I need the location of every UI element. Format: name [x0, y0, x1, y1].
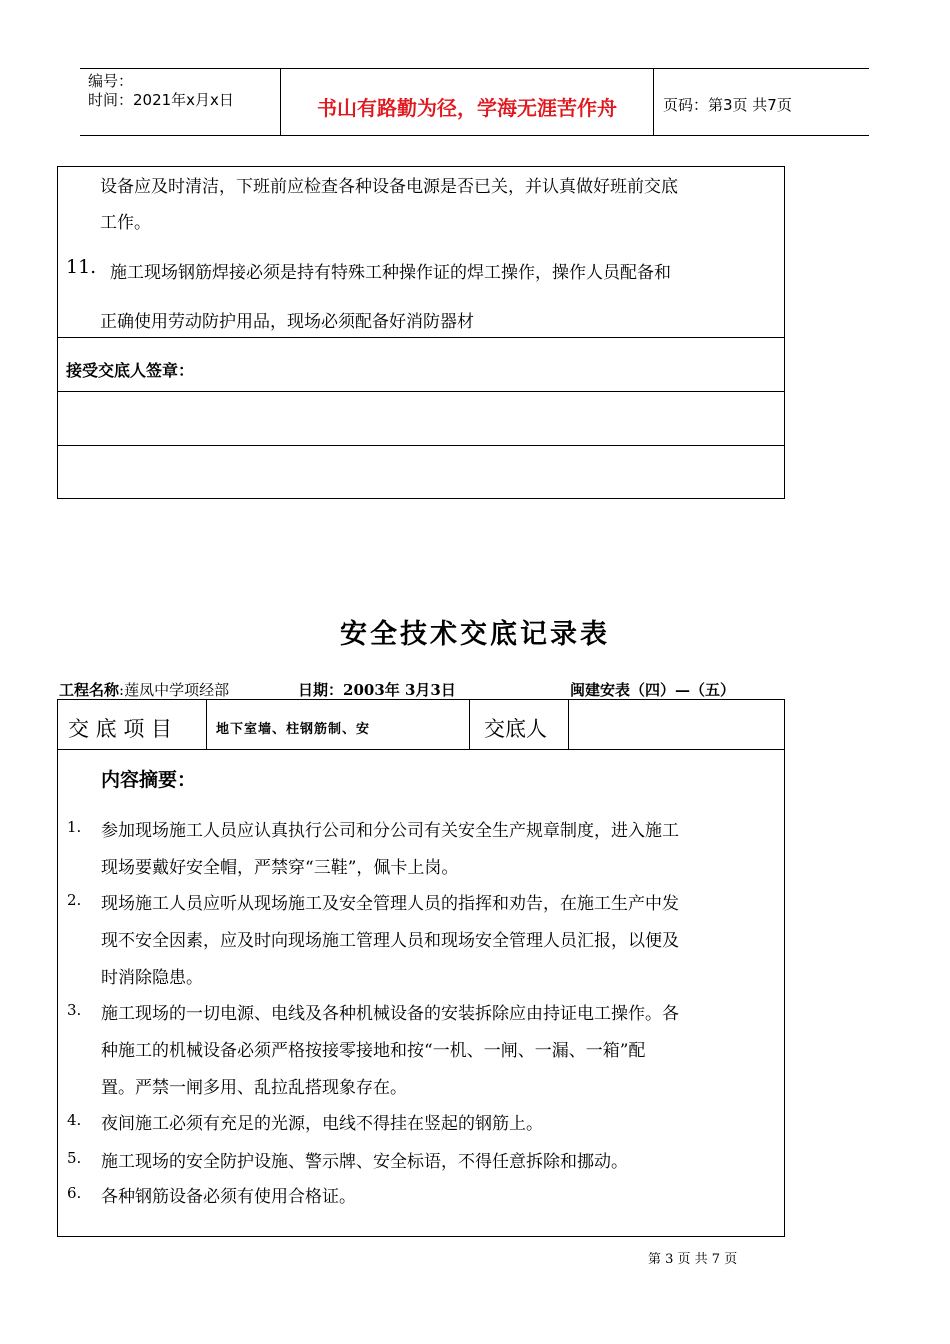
col-divider [568, 700, 569, 749]
list-item-number: 1. [67, 818, 82, 836]
col-divider [469, 700, 470, 749]
col-divider [206, 700, 207, 749]
list-item-number: 5. [67, 1149, 82, 1167]
document-time-label: 时间：2021年x月x日 [88, 91, 234, 109]
signature-label: 接受交底人签章： [66, 361, 195, 380]
handover-person-label: 交底人 [484, 717, 547, 741]
list-item-line: 时消除隐患。 [101, 968, 203, 988]
row-divider [58, 391, 784, 392]
header-top-line [80, 68, 869, 69]
continued-text-line: 设备应及时清洁，下班前应检查各种设备电源是否已关，并认真做好班前交底 [100, 177, 678, 197]
document-number-label: 编号： [88, 72, 134, 90]
project-label: 工程名称 [59, 681, 120, 699]
header-divider [653, 68, 654, 136]
list-item-line: 现场要戴好安全帽，严禁穿“三鞋”，佩卡上岗。 [101, 858, 459, 878]
header-page-label: 页码：第3页 共7页 [663, 96, 792, 114]
list-item-number: 4. [67, 1111, 82, 1129]
item-text-line: 正确使用劳动防护用品，现场必须配备好消防器材 [100, 312, 474, 332]
form-date [298, 679, 456, 700]
list-item-line: 参加现场施工人员应认真执行公司和分公司有关安全生产规章制度，进入施工 [101, 821, 679, 841]
header-divider [280, 68, 281, 136]
list-item-number: 6. [67, 1184, 82, 1202]
handover-item-value: 地下室墙、柱钢筋制、安 [216, 722, 371, 737]
list-item-line: 置。严禁一闸多用、乱拉乱搭现象存在。 [101, 1078, 407, 1098]
date-label: 日期： [298, 681, 344, 699]
row-divider [58, 337, 784, 338]
list-item-line: 现场施工人员应听从现场施工及安全管理人员的指挥和劝告，在施工生产中发 [101, 894, 679, 914]
list-item-number: 3. [67, 1001, 82, 1019]
list-item-line: 现不安全因素，应及时向现场施工管理人员和现场安全管理人员汇报，以便及 [101, 931, 679, 951]
project-value: :莲凤中学项经部 [119, 681, 230, 699]
header-info [88, 72, 234, 110]
continued-text-line: 工作。 [100, 213, 151, 233]
project-name [59, 679, 229, 700]
list-item-line: 各种钢筋设备必须有使用合格证。 [101, 1187, 356, 1207]
row-divider [58, 445, 784, 446]
summary-label: 内容摘要： [101, 769, 197, 791]
form-title: 安全技术交底记录表 [340, 619, 610, 650]
handover-item-label: 交 底 项 目 [68, 717, 173, 741]
header-bottom-line [80, 135, 869, 136]
page-footer: 第 3 页 共 7 页 [648, 1252, 738, 1267]
list-item-line: 夜间施工必须有充足的光源，电线不得挂在竖起的钢筋上。 [101, 1114, 543, 1134]
date-value: 2003年 3月3日 [343, 681, 456, 699]
form-code: 闽建安表（四）—（五） [570, 681, 736, 699]
list-item-line: 施工现场的安全防护设施、警示牌、安全标语，不得任意拆除和挪动。 [101, 1152, 628, 1172]
list-item-line: 施工现场的一切电源、电线及各种机械设备的安装拆除应由持证电工操作。各 [101, 1004, 679, 1024]
item-number: 11. [66, 256, 97, 278]
continuation-table [57, 166, 785, 499]
header-motto: 书山有路勤为径，学海无涯苦作舟 [317, 96, 617, 120]
list-item-number: 2. [67, 891, 82, 909]
row-divider [58, 749, 784, 750]
list-item-line: 种施工的机械设备必须严格按接零接地和按“一机、一闸、一漏、一箱”配 [101, 1041, 646, 1061]
item-text-line: 施工现场钢筋焊接必须是持有特殊工种操作证的焊工操作，操作人员配备和 [110, 263, 671, 283]
